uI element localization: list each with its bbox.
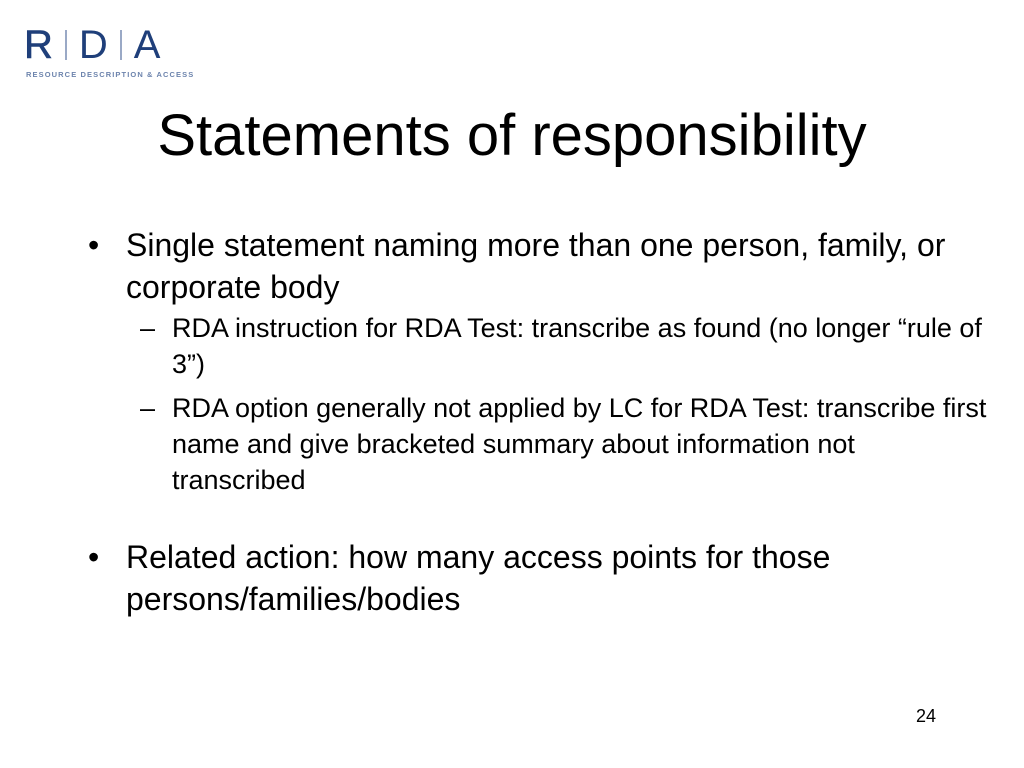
bullet-text: Related action: how many access points for those persons/families/bodies [126, 539, 831, 617]
sub-bullet-item [88, 310, 988, 382]
bullet-marker: • [88, 539, 100, 575]
bullet-item [88, 536, 988, 620]
slide-title: Statements of responsibility [157, 103, 867, 168]
slide-body [88, 224, 988, 620]
logo-separator [65, 30, 67, 60]
sub-bullet-item [88, 390, 988, 498]
bullet-text: Single statement naming more than one person, family, or corporate body [126, 227, 946, 305]
sub-bullet-marker: – [140, 313, 156, 343]
rda-logo [24, 23, 224, 82]
sub-bullet-marker: – [140, 393, 156, 423]
logo-tagline: RESOURCE DESCRIPTION & ACCESS [26, 70, 195, 79]
sub-bullet-text: RDA option generally not applied by LC for RDA Test: transcribe first name and give bracketed summary about information not transcribed [172, 393, 987, 495]
bullet-item [88, 224, 988, 308]
bullet-marker: • [88, 227, 100, 263]
logo-letter-r: R [24, 23, 53, 67]
logo-separator [120, 30, 122, 60]
page-number: 24 [915, 706, 936, 726]
logo-letter-a: A [133, 23, 161, 67]
logo-letter-d: D [78, 23, 108, 67]
logo-letters [24, 23, 161, 67]
sub-bullet-text: RDA instruction for RDA Test: transcribe as found (no longer “rule of 3”) [172, 313, 982, 379]
